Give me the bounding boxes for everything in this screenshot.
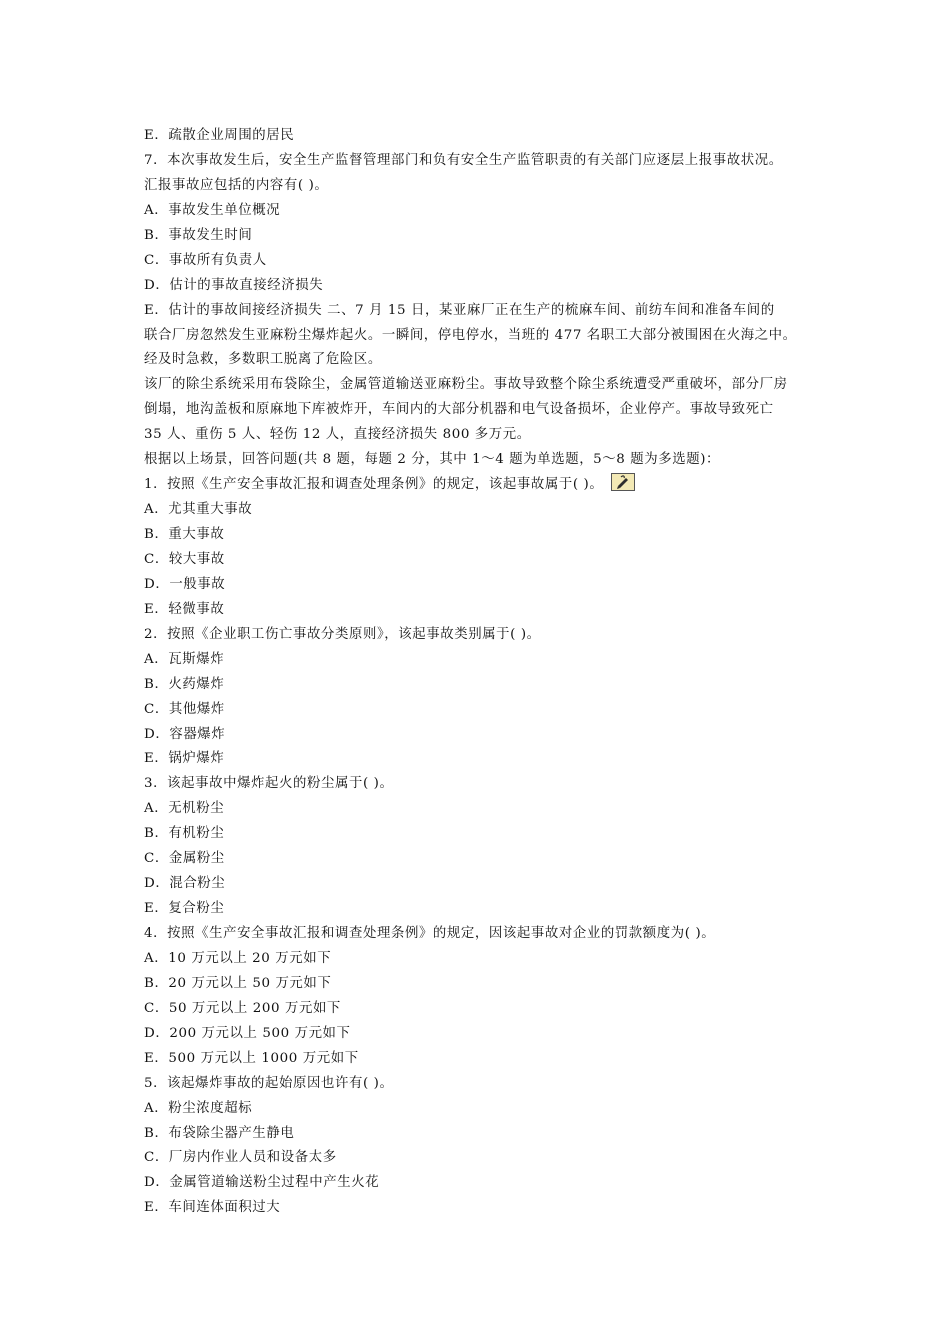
text-line: E．估计的事故间接经济损失 二、7 月 15 日，某亚麻厂正在生产的梳麻车间、前纺车间和准备车间的 [144,302,775,318]
question-text: 1．按照《生产安全事故汇报和调查处理条例》的规定，该起事故属于( )。 [144,477,604,493]
text-line: A．事故发生单位概况 [144,202,281,218]
text-line: 3．该起事故中爆炸起火的粉尘属于( )。 [144,776,394,792]
text-line: C．事故所有负责人 [144,252,267,268]
text-line: D．200 万元以上 500 万元如下 [144,1025,351,1041]
text-line: B．火药爆炸 [144,676,225,692]
text-line: 2．按照《企业职工伤亡事故分类原则》，该起事故类别属于( )。 [144,626,541,642]
text-line: 35 人、重伤 5 人、轻伤 12 人，直接经济损失 800 多万元。 [144,427,531,443]
text-line: 该厂的除尘系统采用布袋除尘，金属管道输送亚麻粉尘。事故导致整个除尘系统遭受严重破坏，部分厂房 [144,377,788,393]
text-line: 倒塌，地沟盖板和原麻地下库被炸开，车间内的大部分机器和电气设备损坏，企业停产。事故导致死亡 [144,402,774,418]
text-line: A．粉尘浓度超标 [144,1100,253,1116]
text-line: 汇报事故应包括的内容有( )。 [144,177,329,193]
text-line: D．估计的事故直接经济损失 [144,277,324,293]
question-line [144,473,808,498]
text-line: D．一般事故 [144,576,226,592]
pencil-icon [611,473,635,491]
text-line: 5．该起爆炸事故的起始原因也许有( )。 [144,1075,394,1091]
text-line: E．500 万元以上 1000 万元如下 [144,1050,359,1066]
text-line: B．布袋除尘器产生静电 [144,1125,295,1141]
text-line: 经及时急救，多数职工脱离了危险区。 [144,352,382,368]
text-line: C．厂房内作业人员和设备太多 [144,1150,337,1166]
text-line: A．10 万元以上 20 万元如下 [144,950,332,966]
text-line: E．锅炉爆炸 [144,751,225,767]
text-line: D．金属管道输送粉尘过程中产生火花 [144,1175,380,1191]
text-line: 7．本次事故发生后，安全生产监督管理部门和负有安全生产监管职责的有关部门应逐层上报事故状况。 [144,152,783,168]
text-line: D．混合粉尘 [144,876,226,892]
text-line: A．瓦斯爆炸 [144,651,225,667]
text-line: B．事故发生时间 [144,227,253,243]
text-line: 4．按照《生产安全事故汇报和调查处理条例》的规定，因该起事故对企业的罚款额度为( )。 [144,926,716,941]
text-line: C．50 万元以上 200 万元如下 [144,1000,341,1016]
text-line: A．尤其重大事故 [144,502,253,518]
text-line: 根据以上场景，回答问题(共 8 题，每题 2 分，其中 1～4 题为单选题，5～8 题为多选题)： [144,452,721,468]
text-line: C．较大事故 [144,551,225,567]
text-line: 联合厂房忽然发生亚麻粉尘爆炸起火。一瞬间，停电停水，当班的 477 名职工大部分被围困在火海之中。 [144,327,797,343]
text-line: B．重大事故 [144,527,225,542]
text-line: C．其他爆炸 [144,701,225,717]
document-body [144,124,808,1221]
text-line: A．无机粉尘 [144,801,225,817]
text-line: B．20 万元以上 50 万元如下 [144,975,332,991]
text-line: E．复合粉尘 [144,901,225,917]
text-line: E．疏散企业周围的居民 [144,128,295,143]
text-line: E．轻微事故 [144,601,225,617]
text-line: C．金属粉尘 [144,851,225,867]
text-line: E．车间连体面积过大 [144,1200,281,1216]
text-line: B．有机粉尘 [144,826,225,842]
text-line: D．容器爆炸 [144,726,226,742]
